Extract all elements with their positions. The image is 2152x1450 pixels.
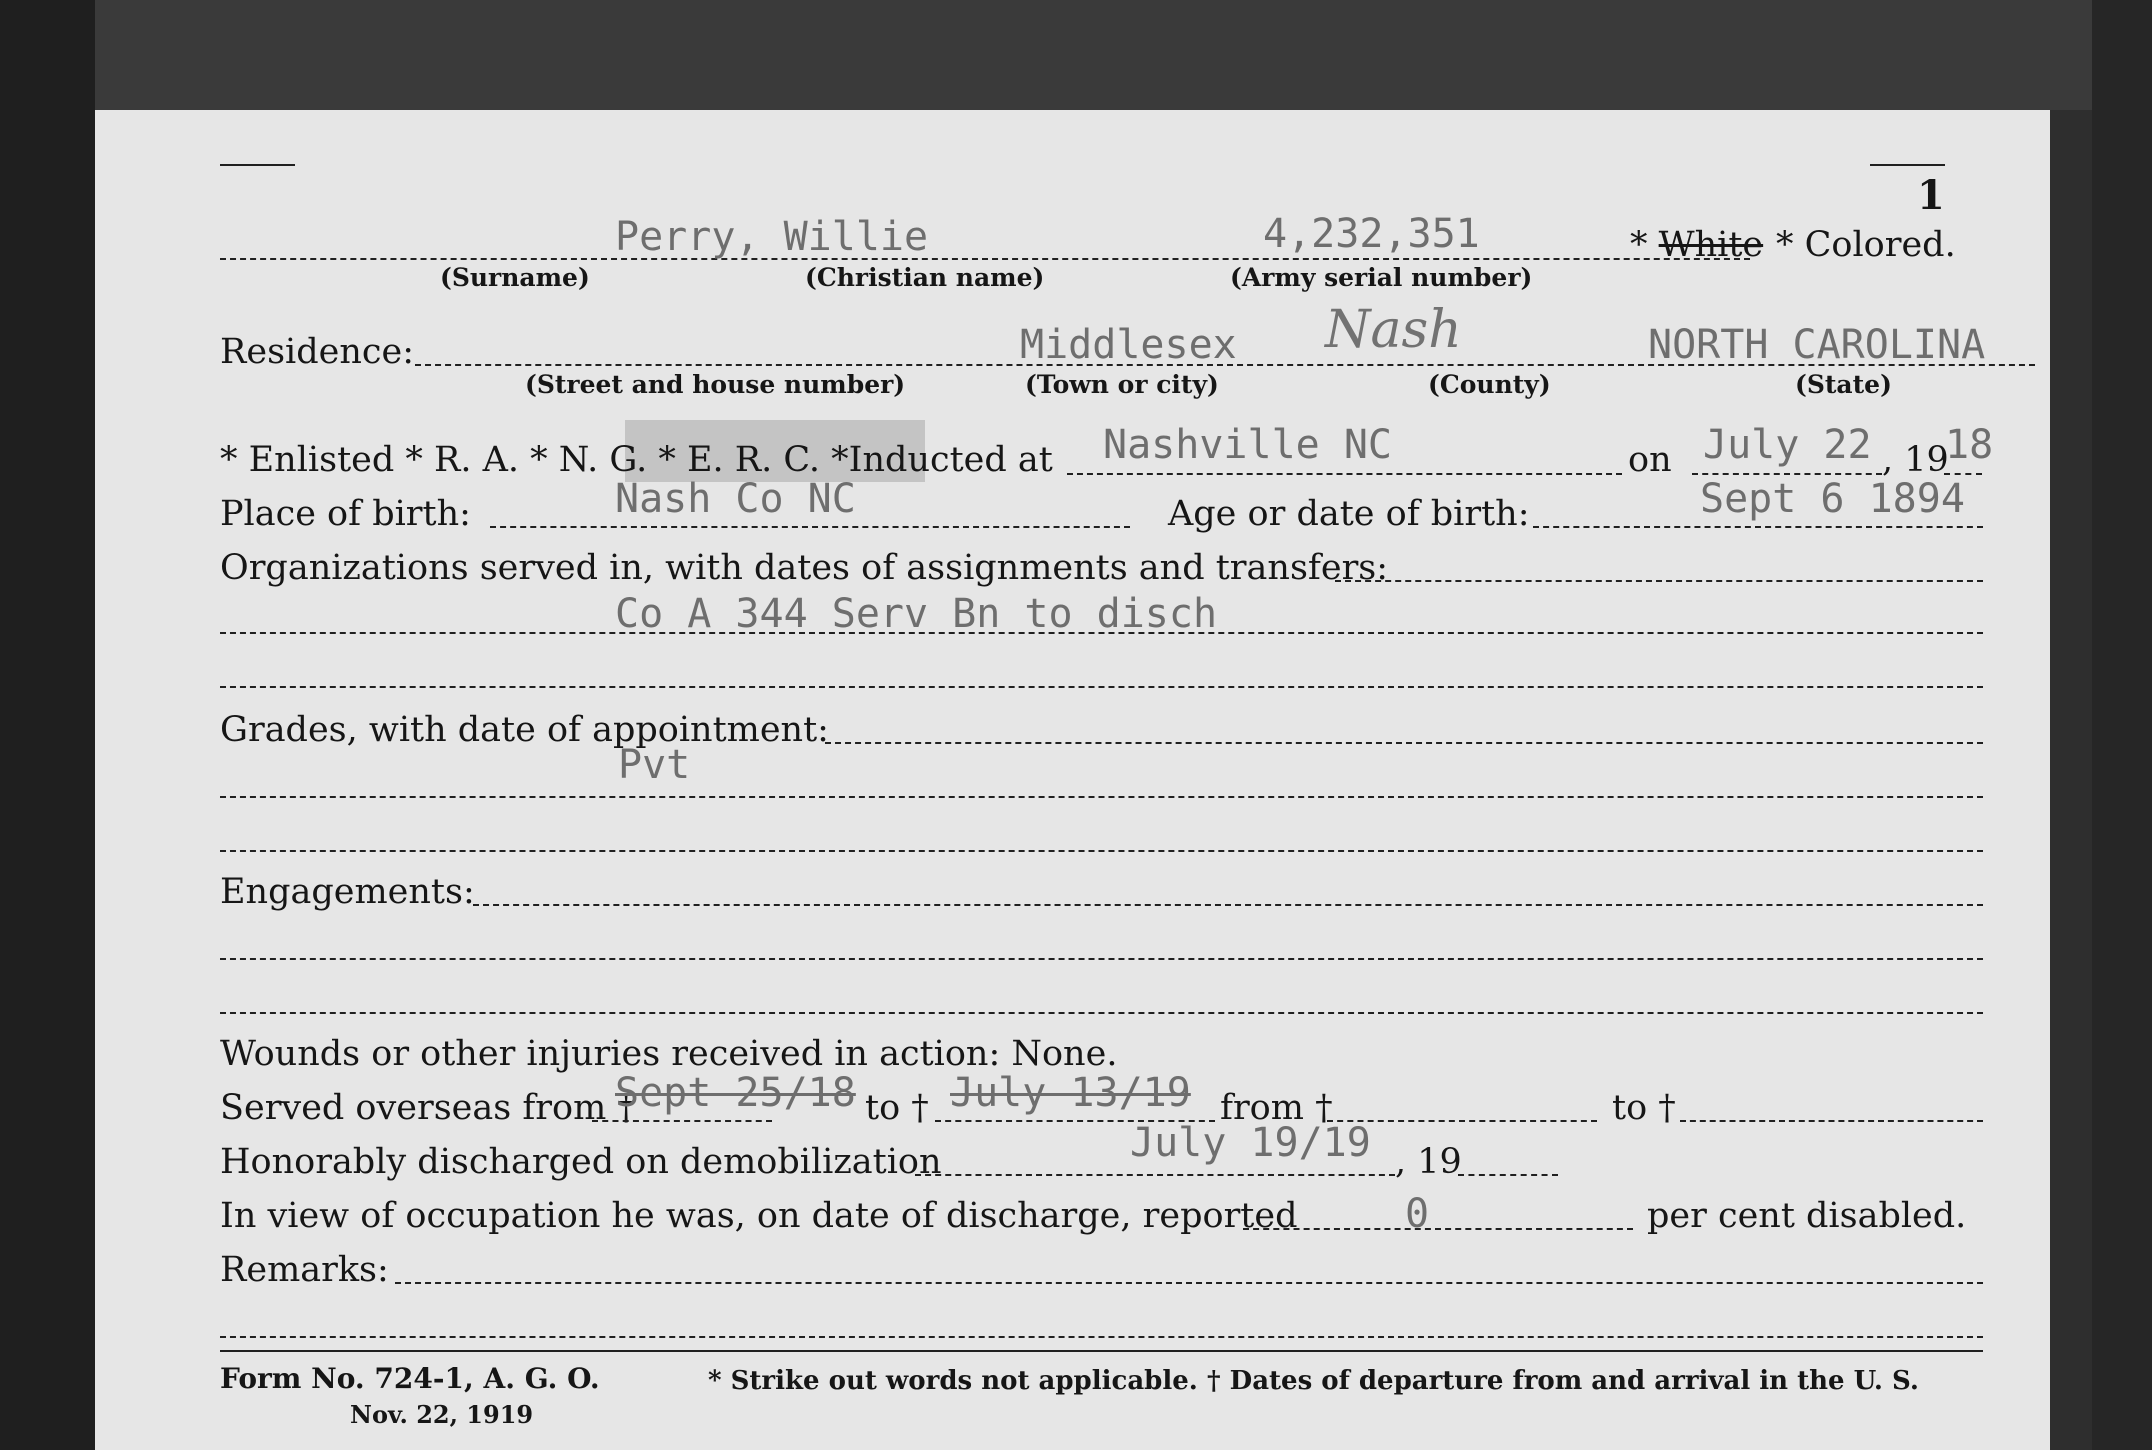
form-date: Nov. 22, 1919 bbox=[350, 1400, 534, 1429]
overseas-to2-label: to † bbox=[1612, 1088, 1676, 1128]
discharge-year-prefix: , 19 bbox=[1395, 1142, 1462, 1182]
overseas-from-label: Served overseas from † bbox=[220, 1088, 635, 1128]
induction-date: July 22 bbox=[1703, 422, 1872, 468]
birthplace-label: Place of birth: bbox=[220, 494, 471, 534]
caption-state: (State) bbox=[1795, 370, 1892, 399]
remarks-line-2 bbox=[220, 1336, 1983, 1338]
scan-background-right bbox=[2092, 0, 2152, 1450]
grades-line-3 bbox=[220, 850, 1983, 852]
corner-rule-right bbox=[1870, 164, 1945, 166]
overseas-to2-line bbox=[1680, 1120, 1983, 1122]
residence-town: Middlesex bbox=[1020, 322, 1237, 368]
race-white: * White bbox=[1630, 225, 1764, 265]
organizations-label: Organizations served in, with dates of assignments and transfers: bbox=[220, 548, 1389, 588]
birthdate-line bbox=[1533, 526, 1983, 528]
overseas-from-value: Sept 25/18 bbox=[615, 1070, 856, 1116]
organizations-line-3 bbox=[220, 686, 1983, 688]
birthplace-line bbox=[490, 526, 1130, 528]
disability-label: In view of occupation he was, on date of discharge, reported bbox=[220, 1196, 1298, 1236]
overseas-to-value: July 13/19 bbox=[950, 1070, 1191, 1116]
birthdate-value: Sept 6 1894 bbox=[1700, 476, 1965, 522]
engagements-line-2 bbox=[220, 958, 1983, 960]
scan-background-left bbox=[0, 0, 95, 1450]
overseas-from2-label: from † bbox=[1220, 1088, 1333, 1128]
induction-year-prefix: , 19 bbox=[1882, 440, 1949, 480]
serial-value: 4,232,351 bbox=[1263, 211, 1480, 257]
page-number: 1 bbox=[1917, 172, 1945, 219]
disability-suffix: per cent disabled. bbox=[1647, 1196, 1967, 1236]
caption-street: (Street and house number) bbox=[525, 370, 906, 399]
race-colored: * Colored. bbox=[1776, 225, 1956, 265]
grades-line-2 bbox=[220, 796, 1983, 798]
inducted-place: Nashville NC bbox=[1103, 422, 1392, 468]
engagements-label: Engagements: bbox=[220, 872, 475, 912]
on-label: on bbox=[1628, 440, 1672, 480]
induction-date-line bbox=[1692, 473, 1882, 475]
engagements-line-3 bbox=[220, 1012, 1983, 1014]
form-number: Form No. 724-1, A. G. O. bbox=[220, 1362, 600, 1395]
scan-background-top bbox=[0, 0, 2152, 110]
inducted-line bbox=[1067, 473, 1622, 475]
corner-rule-left bbox=[220, 164, 295, 166]
caption-serial: (Army serial number) bbox=[1230, 263, 1533, 292]
footnote-strike: * Strike out words not applicable. bbox=[708, 1366, 1198, 1396]
disability-value: 0 bbox=[1405, 1191, 1430, 1237]
caption-county: (County) bbox=[1428, 370, 1551, 399]
discharge-year-line bbox=[1458, 1174, 1558, 1176]
caption-surname: (Surname) bbox=[440, 263, 590, 292]
footer-rule bbox=[220, 1350, 1983, 1352]
wounds-label: Wounds or other injuries received in action: None. bbox=[220, 1034, 1118, 1074]
overseas-from-line bbox=[592, 1120, 772, 1122]
enlisted-label: * Enlisted * R. A. * N. G. * E. R. C. *Inducted at bbox=[220, 440, 1053, 480]
caption-christian-name: (Christian name) bbox=[805, 263, 1045, 292]
remarks-label: Remarks: bbox=[220, 1250, 389, 1290]
name-line bbox=[220, 258, 1750, 260]
footnote-dates: † Dates of departure from and arrival in the U. S. bbox=[1207, 1366, 1919, 1396]
birthplace-value: Nash Co NC bbox=[615, 476, 856, 522]
grades-value: Pvt bbox=[618, 742, 691, 788]
remarks-line-1 bbox=[395, 1282, 1983, 1284]
birthdate-label: Age or date of birth: bbox=[1168, 494, 1530, 534]
engagements-line-1 bbox=[473, 904, 1983, 906]
caption-town: (Town or city) bbox=[1025, 370, 1219, 399]
residence-county: Nash bbox=[1325, 300, 1462, 360]
induction-year: 18 bbox=[1945, 422, 1994, 468]
service-record-card bbox=[95, 110, 2050, 1450]
residence-label: Residence: bbox=[220, 332, 414, 372]
residence-state: NORTH CAROLINA bbox=[1648, 322, 1986, 368]
discharge-line bbox=[915, 1174, 1395, 1176]
disability-line bbox=[1243, 1228, 1633, 1230]
discharge-label: Honorably discharged on demobilization bbox=[220, 1142, 942, 1182]
organizations-value: Co A 344 Serv Bn to disch bbox=[615, 591, 1218, 637]
induction-year-line bbox=[1944, 473, 1982, 475]
name-value: Perry, Willie bbox=[615, 214, 929, 260]
organizations-line-1 bbox=[1335, 580, 1983, 582]
grades-label: Grades, with date of appointment: bbox=[220, 710, 829, 750]
grades-line-1 bbox=[825, 742, 1983, 744]
overseas-to-label: to † bbox=[865, 1088, 929, 1128]
discharge-date: July 19/19 bbox=[1130, 1120, 1371, 1166]
